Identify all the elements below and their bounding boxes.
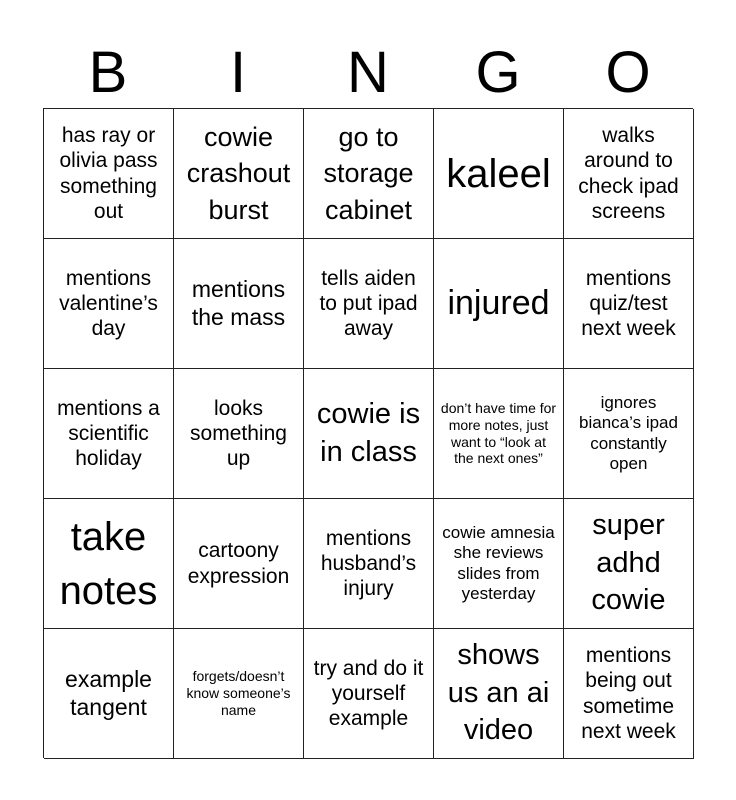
bingo-cell[interactable]: [174, 499, 304, 629]
bingo-cell[interactable]: [304, 629, 434, 759]
cell-text: has ray or olivia pass something out: [59, 124, 158, 223]
bingo-cell[interactable]: [564, 369, 694, 499]
cell-text: forgets/doesn’t know someone’s name: [186, 668, 291, 718]
cell-text: cowie is in class: [316, 397, 421, 468]
cell-text: mentions quiz/test next week: [581, 266, 676, 341]
bingo-cell[interactable]: [44, 239, 174, 369]
header-letter-b: B: [88, 40, 128, 105]
cell-text: tells aiden to put ipad away: [319, 266, 418, 341]
cell-text: mentions being out sometime next week: [581, 644, 676, 743]
cell-text: mentions husband’s injury: [320, 526, 417, 601]
bingo-cell[interactable]: [564, 499, 694, 629]
cell-text: shows us an ai video: [447, 638, 550, 747]
bingo-cell[interactable]: [44, 369, 174, 499]
cell-text: looks something up: [190, 396, 287, 471]
cell-text: example tangent: [65, 665, 152, 720]
bingo-cell[interactable]: [564, 629, 694, 759]
header-letter-i: I: [229, 40, 247, 105]
cell-text: mentions valentine’s day: [59, 266, 158, 341]
bingo-cell[interactable]: [304, 499, 434, 629]
cell-text: mentions the mass: [191, 275, 286, 330]
bingo-cell[interactable]: [44, 109, 174, 239]
header-letter-n: N: [347, 40, 389, 105]
cell-text: ignores bianca’s ipad constantly open: [579, 392, 678, 473]
cell-text: kaleel: [446, 151, 551, 196]
bingo-cell[interactable]: [44, 629, 174, 759]
bingo-cell[interactable]: [304, 109, 434, 239]
cell-text: cowie crashout burst: [186, 121, 291, 225]
bingo-cell[interactable]: [434, 239, 564, 369]
cell-text: injured: [447, 283, 550, 322]
cell-text: take notes: [59, 514, 158, 613]
cell-text: super adhd cowie: [591, 508, 666, 617]
cell-text: don’t have time for more notes, just want to “look at the next ones”: [440, 399, 557, 467]
cell-text: cowie amnesia she reviews slides from yesterday: [442, 522, 555, 603]
bingo-cell[interactable]: [174, 629, 304, 759]
cell-text: cartoony expression: [187, 539, 290, 588]
bingo-cell[interactable]: [434, 109, 564, 239]
header-letter-g: G: [475, 40, 521, 105]
cell-text: walks around to check ipad screens: [578, 124, 679, 223]
bingo-cell[interactable]: [564, 109, 694, 239]
bingo-cell[interactable]: [304, 369, 434, 499]
bingo-cell[interactable]: [174, 239, 304, 369]
cell-text: try and do it yourself example: [313, 656, 424, 731]
bingo-cell[interactable]: [434, 499, 564, 629]
bingo-cell[interactable]: [304, 239, 434, 369]
bingo-header: [43, 38, 693, 108]
header-letter-o: O: [605, 40, 651, 105]
cell-text: go to storage cabinet: [323, 121, 414, 225]
bingo-cell[interactable]: [434, 369, 564, 499]
bingo-cell[interactable]: [174, 109, 304, 239]
bingo-cell[interactable]: [434, 629, 564, 759]
bingo-cell[interactable]: [174, 369, 304, 499]
bingo-card-grid: [43, 108, 693, 758]
cell-text: mentions a scientific holiday: [57, 396, 160, 471]
bingo-cell[interactable]: [564, 239, 694, 369]
bingo-cell[interactable]: [44, 499, 174, 629]
